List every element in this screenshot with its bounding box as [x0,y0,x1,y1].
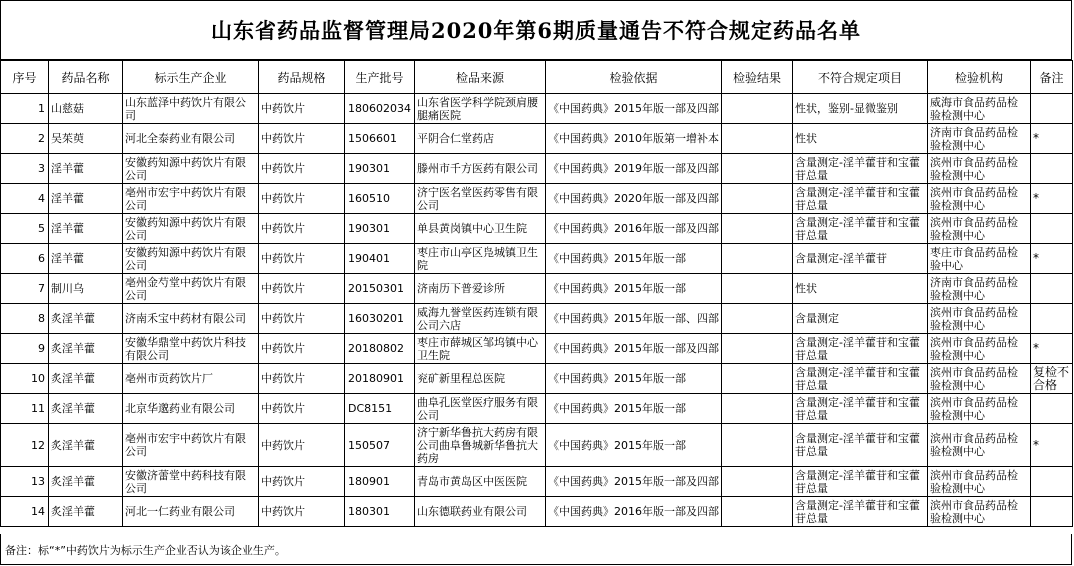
batch-number: 180301 [345,497,415,527]
manufacturer: 济南禾宝中药材有限公司 [123,304,259,334]
drug-name: 淫羊藿 [49,154,123,184]
sample-source: 平阴合仁堂药店 [415,124,546,154]
test-result [722,274,793,304]
table-row [1,424,1073,467]
test-result [722,184,793,214]
test-result [722,214,793,244]
drug-name: 炙淫羊藿 [49,304,123,334]
testing-lab: 济南市食品药品检验检测中心 [928,124,1031,154]
drug-spec: 中药饮片 [259,467,345,497]
row-number: 6 [1,244,49,274]
failed-items: 含量测定 [793,304,928,334]
table-row [1,274,1073,304]
test-result [722,424,793,467]
batch-number: 20180802 [345,334,415,364]
test-result [722,497,793,527]
manufacturer: 河北全泰药业有限公司 [123,124,259,154]
table-row [1,94,1073,124]
test-basis: 《中国药典》2015年版一部及四部 [546,334,722,364]
failed-items: 含量测定-淫羊藿苷和宝藿苷总量 [793,184,928,214]
row-number: 10 [1,364,49,394]
remark: * [1031,124,1073,154]
manufacturer: 安徽药知源中药饮片有限公司 [123,214,259,244]
drug-name: 淫羊藿 [49,184,123,214]
sample-source: 济南历下普爱诊所 [415,274,546,304]
drug-name: 炙淫羊藿 [49,364,123,394]
drug-spec: 中药饮片 [259,274,345,304]
remark [1031,154,1073,184]
sample-source: 兖矿新里程总医院 [415,364,546,394]
table-row [1,497,1073,527]
row-number: 7 [1,274,49,304]
batch-number: DC8151 [345,394,415,424]
test-basis: 《中国药典》2015年版一部、四部 [546,304,722,334]
batch-number: 16030201 [345,304,415,334]
test-basis: 《中国药典》2015年版一部 [546,244,722,274]
failed-items: 含量测定-淫羊藿苷和宝藿苷总量 [793,394,928,424]
testing-lab: 威海市食品药品检验检测中心 [928,94,1031,124]
sample-source: 山东德联药业有限公司 [415,497,546,527]
row-number: 3 [1,154,49,184]
batch-number: 190401 [345,244,415,274]
remark [1031,214,1073,244]
table-row [1,467,1073,497]
manufacturer: 安徽药知源中药饮片有限公司 [123,154,259,184]
table-row [1,244,1073,274]
failed-items: 含量测定-淫羊藿苷和宝藿苷总量 [793,214,928,244]
remark: * [1031,424,1073,467]
test-result [722,94,793,124]
table-row [1,214,1073,244]
drug-spec: 中药饮片 [259,424,345,467]
row-number: 9 [1,334,49,364]
failed-items: 含量测定-淫羊藿苷和宝藿苷总量 [793,334,928,364]
drug-spec: 中药饮片 [259,394,345,424]
batch-number: 160510 [345,184,415,214]
sample-source: 济宁医名堂医药零售有限公司 [415,184,546,214]
remark [1031,304,1073,334]
row-number: 1 [1,94,49,124]
test-basis: 《中国药典》2015年版一部 [546,424,722,467]
batch-number: 180901 [345,467,415,497]
row-number: 5 [1,214,49,244]
drug-spec: 中药饮片 [259,364,345,394]
remark [1031,274,1073,304]
manufacturer: 北京华邈药业有限公司 [123,394,259,424]
column-header: 检品来源 [415,61,546,94]
row-number: 4 [1,184,49,214]
failed-items: 含量测定-淫羊藿苷和宝藿苷总量 [793,154,928,184]
manufacturer: 安徽华鼎堂中药饮片科技有限公司 [123,334,259,364]
drug-name: 炙淫羊藿 [49,467,123,497]
manufacturer: 山东蓝泽中药饮片有限公司 [123,94,259,124]
failed-items: 性状，鉴别-显微鉴别 [793,94,928,124]
testing-lab: 滨州市食品药品检验检测中心 [928,304,1031,334]
failed-items: 性状 [793,274,928,304]
drug-name: 吴茱萸 [49,124,123,154]
testing-lab: 枣庄市食品药品检验中心 [928,244,1031,274]
test-result [722,364,793,394]
failed-items: 含量测定-淫羊藿苷和宝藿苷总量 [793,424,928,467]
drug-spec: 中药饮片 [259,184,345,214]
manufacturer: 安徽济蕾堂中药科技有限公司 [123,467,259,497]
testing-lab: 济南市食品药品检验检测中心 [928,274,1031,304]
testing-lab: 滨州市食品药品检验检测中心 [928,467,1031,497]
sample-source: 枣庄市山亭区凫城镇卫生院 [415,244,546,274]
test-basis: 《中国药典》2016年版一部及四部 [546,497,722,527]
drug-spec: 中药饮片 [259,124,345,154]
test-result [722,467,793,497]
column-header: 不符合规定项目 [793,61,928,94]
row-number: 14 [1,497,49,527]
row-number: 12 [1,424,49,467]
row-number: 8 [1,304,49,334]
column-header: 备注 [1031,61,1073,94]
drug-spec: 中药饮片 [259,214,345,244]
header-row [1,61,1073,94]
testing-lab: 滨州市食品药品检验检测中心 [928,394,1031,424]
drug-name: 淫羊藿 [49,244,123,274]
test-result [722,304,793,334]
table-row [1,364,1073,394]
drug-spec: 中药饮片 [259,244,345,274]
test-basis: 《中国药典》2015年版一部 [546,394,722,424]
remark [1031,94,1073,124]
batch-number: 190301 [345,214,415,244]
testing-lab: 滨州市食品药品检验检测中心 [928,497,1031,527]
test-result [722,334,793,364]
table-row [1,334,1073,364]
table-row [1,394,1073,424]
failed-items: 含量测定-淫羊藿苷和宝藿苷总量 [793,467,928,497]
sample-source: 威海九誉堂医药连锁有限公司六店 [415,304,546,334]
test-basis: 《中国药典》2020年版一部及四部 [546,184,722,214]
manufacturer: 亳州市宏宇中药饮片有限公司 [123,424,259,467]
remark: * [1031,244,1073,274]
sample-source: 济宁新华鲁抗大药房有限公司曲阜鲁城新华鲁抗大药房 [415,424,546,467]
testing-lab: 滨州市食品药品检验检测中心 [928,214,1031,244]
drug-spec: 中药饮片 [259,334,345,364]
page-title: 山东省药品监督管理局2020年第6期质量通告不符合规定药品名单 [0,0,1072,60]
column-header: 药品名称 [49,61,123,94]
test-basis: 《中国药典》2015年版一部及四部 [546,467,722,497]
batch-number: 190301 [345,154,415,184]
testing-lab: 滨州市食品药品检验检测中心 [928,154,1031,184]
column-header: 生产批号 [345,61,415,94]
test-result [722,244,793,274]
column-header: 检验机构 [928,61,1031,94]
testing-lab: 滨州市食品药品检验检测中心 [928,364,1031,394]
failed-items: 含量测定-淫羊藿苷 [793,244,928,274]
batch-number: 180602034 [345,94,415,124]
drug-name: 炙淫羊藿 [49,424,123,467]
drug-name: 炙淫羊藿 [49,394,123,424]
test-result [722,394,793,424]
test-basis: 《中国药典》2019年版一部及四部 [546,154,722,184]
drug-table [0,60,1073,527]
sample-source: 曲阜孔医堂医疗服务有限公司 [415,394,546,424]
batch-number: 150507 [345,424,415,467]
sample-source: 滕州市千方医药有限公司 [415,154,546,184]
testing-lab: 滨州市食品药品检验检测中心 [928,334,1031,364]
row-number: 11 [1,394,49,424]
test-basis: 《中国药典》2016年版一部及四部 [546,214,722,244]
drug-spec: 中药饮片 [259,497,345,527]
drug-name: 炙淫羊藿 [49,497,123,527]
table-row [1,304,1073,334]
batch-number: 20150301 [345,274,415,304]
batch-number: 1506601 [345,124,415,154]
sample-source: 枣庄市薛城区邹坞镇中心卫生院 [415,334,546,364]
failed-items: 性状 [793,124,928,154]
row-number: 2 [1,124,49,154]
manufacturer: 亳州市宏宇中药饮片有限公司 [123,184,259,214]
manufacturer: 安徽药知源中药饮片有限公司 [123,244,259,274]
column-header: 检验结果 [722,61,793,94]
footnote: 备注：标“*”中药饮片为标示生产企业否认为该企业生产。 [0,534,1072,565]
testing-lab: 滨州市食品药品检验检测中心 [928,424,1031,467]
drug-name: 淫羊藿 [49,214,123,244]
remark [1031,467,1073,497]
drug-name: 山慈菇 [49,94,123,124]
test-basis: 《中国药典》2015年版一部 [546,274,722,304]
manufacturer: 亳州市贡药饮片厂 [123,364,259,394]
manufacturer: 亳州金芍堂中药饮片有限公司 [123,274,259,304]
table-row [1,184,1073,214]
failed-items: 含量测定-淫羊藿苷和宝藿苷总量 [793,364,928,394]
drug-spec: 中药饮片 [259,154,345,184]
drug-spec: 中药饮片 [259,94,345,124]
remark: * [1031,334,1073,364]
remark: * [1031,184,1073,214]
test-basis: 《中国药典》2010年版第一增补本 [546,124,722,154]
sample-source: 青岛市黄岛区中医医院 [415,467,546,497]
column-header: 药品规格 [259,61,345,94]
test-basis: 《中国药典》2015年版一部 [546,364,722,394]
batch-number: 20180901 [345,364,415,394]
drug-name: 制川乌 [49,274,123,304]
row-number: 13 [1,467,49,497]
column-header: 检验依据 [546,61,722,94]
remark: 复检不合格 [1031,364,1073,394]
table-body [1,94,1073,527]
testing-lab: 滨州市食品药品检验检测中心 [928,184,1031,214]
table-row [1,154,1073,184]
sample-source: 山东省医学科学院颈肩腰腿痛医院 [415,94,546,124]
test-result [722,124,793,154]
remark [1031,497,1073,527]
test-result [722,154,793,184]
drug-name: 炙淫羊藿 [49,334,123,364]
table-row [1,124,1073,154]
remark [1031,394,1073,424]
drug-spec: 中药饮片 [259,304,345,334]
sample-source: 单县黄岗镇中心卫生院 [415,214,546,244]
test-basis: 《中国药典》2015年版一部及四部 [546,94,722,124]
column-header: 序号 [1,61,49,94]
manufacturer: 河北一仁药业有限公司 [123,497,259,527]
column-header: 标示生产企业 [123,61,259,94]
failed-items: 含量测定-淫羊藿苷和宝藿苷总量 [793,497,928,527]
